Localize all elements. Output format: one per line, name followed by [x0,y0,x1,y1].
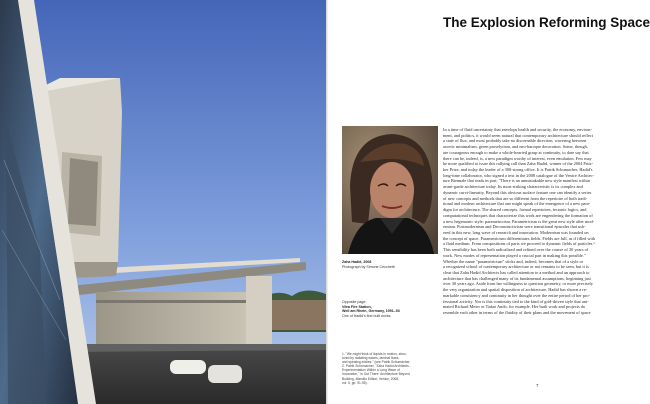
opposite-page-caption [342,300,438,318]
body-line: ker Prize, and today the leader of a 300-strong office. It is Patrik Schumacher, Hadid's [443,167,593,173]
footnote-line: Building, Marsilio Editori, Venice, 2008, [342,376,399,381]
body-line: a recognized school of contemporary architecture or not remains to be seen, but it is [443,264,589,270]
body-line: In a time of fluid uncertainty that envelops health and security, the economy, environ- [443,127,592,132]
footnote-line: and spiraling eddies." (see Patrik Schumacher, [342,360,411,365]
caption-line: Weil am Rhein, Germany, 1991–93 [342,309,400,314]
body-line: work. New modes of representation played a crucial part in making this possible." [443,252,586,258]
body-line: ernism. Postmodernism and Deconstructivism were transitional episodes that ush- [443,224,586,230]
footnote-line: tured by radiating waves, laminal flows, [342,356,400,361]
body-line: ascetic minimalism, green proselytism, and neo-baroque decoration. Some, though, [443,144,588,150]
body-text [443,127,639,316]
body-line: of new concepts and methods that are so different from the repertoire of both tradi- [443,195,588,201]
body-line: mated Richard Meier or Tadao Ando, for example. Her built work and projects do [443,304,586,310]
caption-line: Vitra Fire Station, [342,304,372,309]
body-line: are courageous enough to make a whole-hearted grasp at continuity, to dare say that [443,149,589,155]
body-line: ture Biennale that reads in part: "There is an unmistakable new style manifest within [443,178,590,184]
body-line: long-time collaborator, who signed a text in the 2008 catalogue of the Venice Architec- [443,172,595,178]
body-line: there can be, indeed, is, a new paradigm worthy of interest, even emulation. Few may [443,155,592,161]
body-line: a new hegemonic style: parametricism. Parametricism is the great new style after mod- [443,218,595,224]
body-line: Whether the name "parametricism" sticks and, indeed, becomes that of a style or [443,258,584,264]
caption-line: Opposite page: [342,300,367,304]
zaha-hadid-portrait [342,126,438,254]
body-line: computational techniques that characterize this work are engendering the formation of [443,212,593,218]
body-line: the very organization and spatial disposition of architecture, Hadid has shown a re- [443,287,588,293]
body-line: over 30 years ago. Aside from her willingness to question geometry, or more precisely [443,281,593,287]
body-line: architecture that has challenged many of its fundamental assumptions, beginning just [443,275,591,281]
footnote-line: Experimentation Within a Long Wave of [342,368,400,373]
body-line: markable consistency and continuity in her thought over the entire period of her pro- [443,292,591,298]
portrait-caption [342,260,438,269]
body-line: tional and modern architecture that one might speak of the emergence of a new para- [443,201,591,207]
body-line: This sensibility has been both radicalized and refined over the course of 30 years of [443,247,589,253]
footnote-line: 1. "We might think of liquids in motion, struc- [342,352,407,356]
page-title: The Explosion Reforming Space [443,15,650,30]
portrait-caption-name: Zaha Hadid, 2008 [342,260,372,264]
body-line: ered in this new, long wave of research and innovation. Modernism was founded on [443,229,589,235]
body-line: avant-garde architecture today. Its most striking characteristic is its complex and [443,184,583,190]
footnote-line: Z. Patrik Schumacher, "Zaha Hadid Architects - [342,364,411,369]
body-line: clear that Zaha Hadid Architects has called attention to a method and an approach to [443,269,590,275]
body-line: ment, and politics, it would seem natural that contemporary architecture should reflect [443,132,593,138]
text-page [328,0,650,404]
body-line: digm for architecture. The shared concepts, formal repertoires, tectonic logics, and [443,207,587,213]
body-line: fessional activity. Nor is this continuity tied to the kind of grid-driven style that ani- [443,298,589,304]
body-line: a state of flux, and most probably take no discernable direction, wavering between [443,138,587,144]
portrait-caption-credit: Photograph by Simone Cecchetti [342,264,395,269]
footnote [342,352,438,385]
body-line: be more qualified to issue this rallying call than Zaha Hadid, winner of the 2004 Pritz- [443,161,594,167]
footnote-line: Innovation," in Out There: Architecture Beyond [342,372,410,377]
caption-line: One of Hadid's first built works. [342,313,392,318]
body-line: the concept of space. Parametricism differentiates fields. Fields are full, as if filled with [443,235,596,241]
footnote-line: vol. 5, pp. 91-95). [342,380,368,385]
page-number: 7 [536,383,539,388]
body-line: a fluid medium. From compositions of parts we proceed to dynamic fields of particles.¹ [443,241,595,247]
body-line: resemble each other in terms of the fluidity of their plans and the movement of space [443,310,591,315]
body-line: dynamic curvi-linearity. Beyond this obvious surface feature one can identify a series [443,189,592,195]
